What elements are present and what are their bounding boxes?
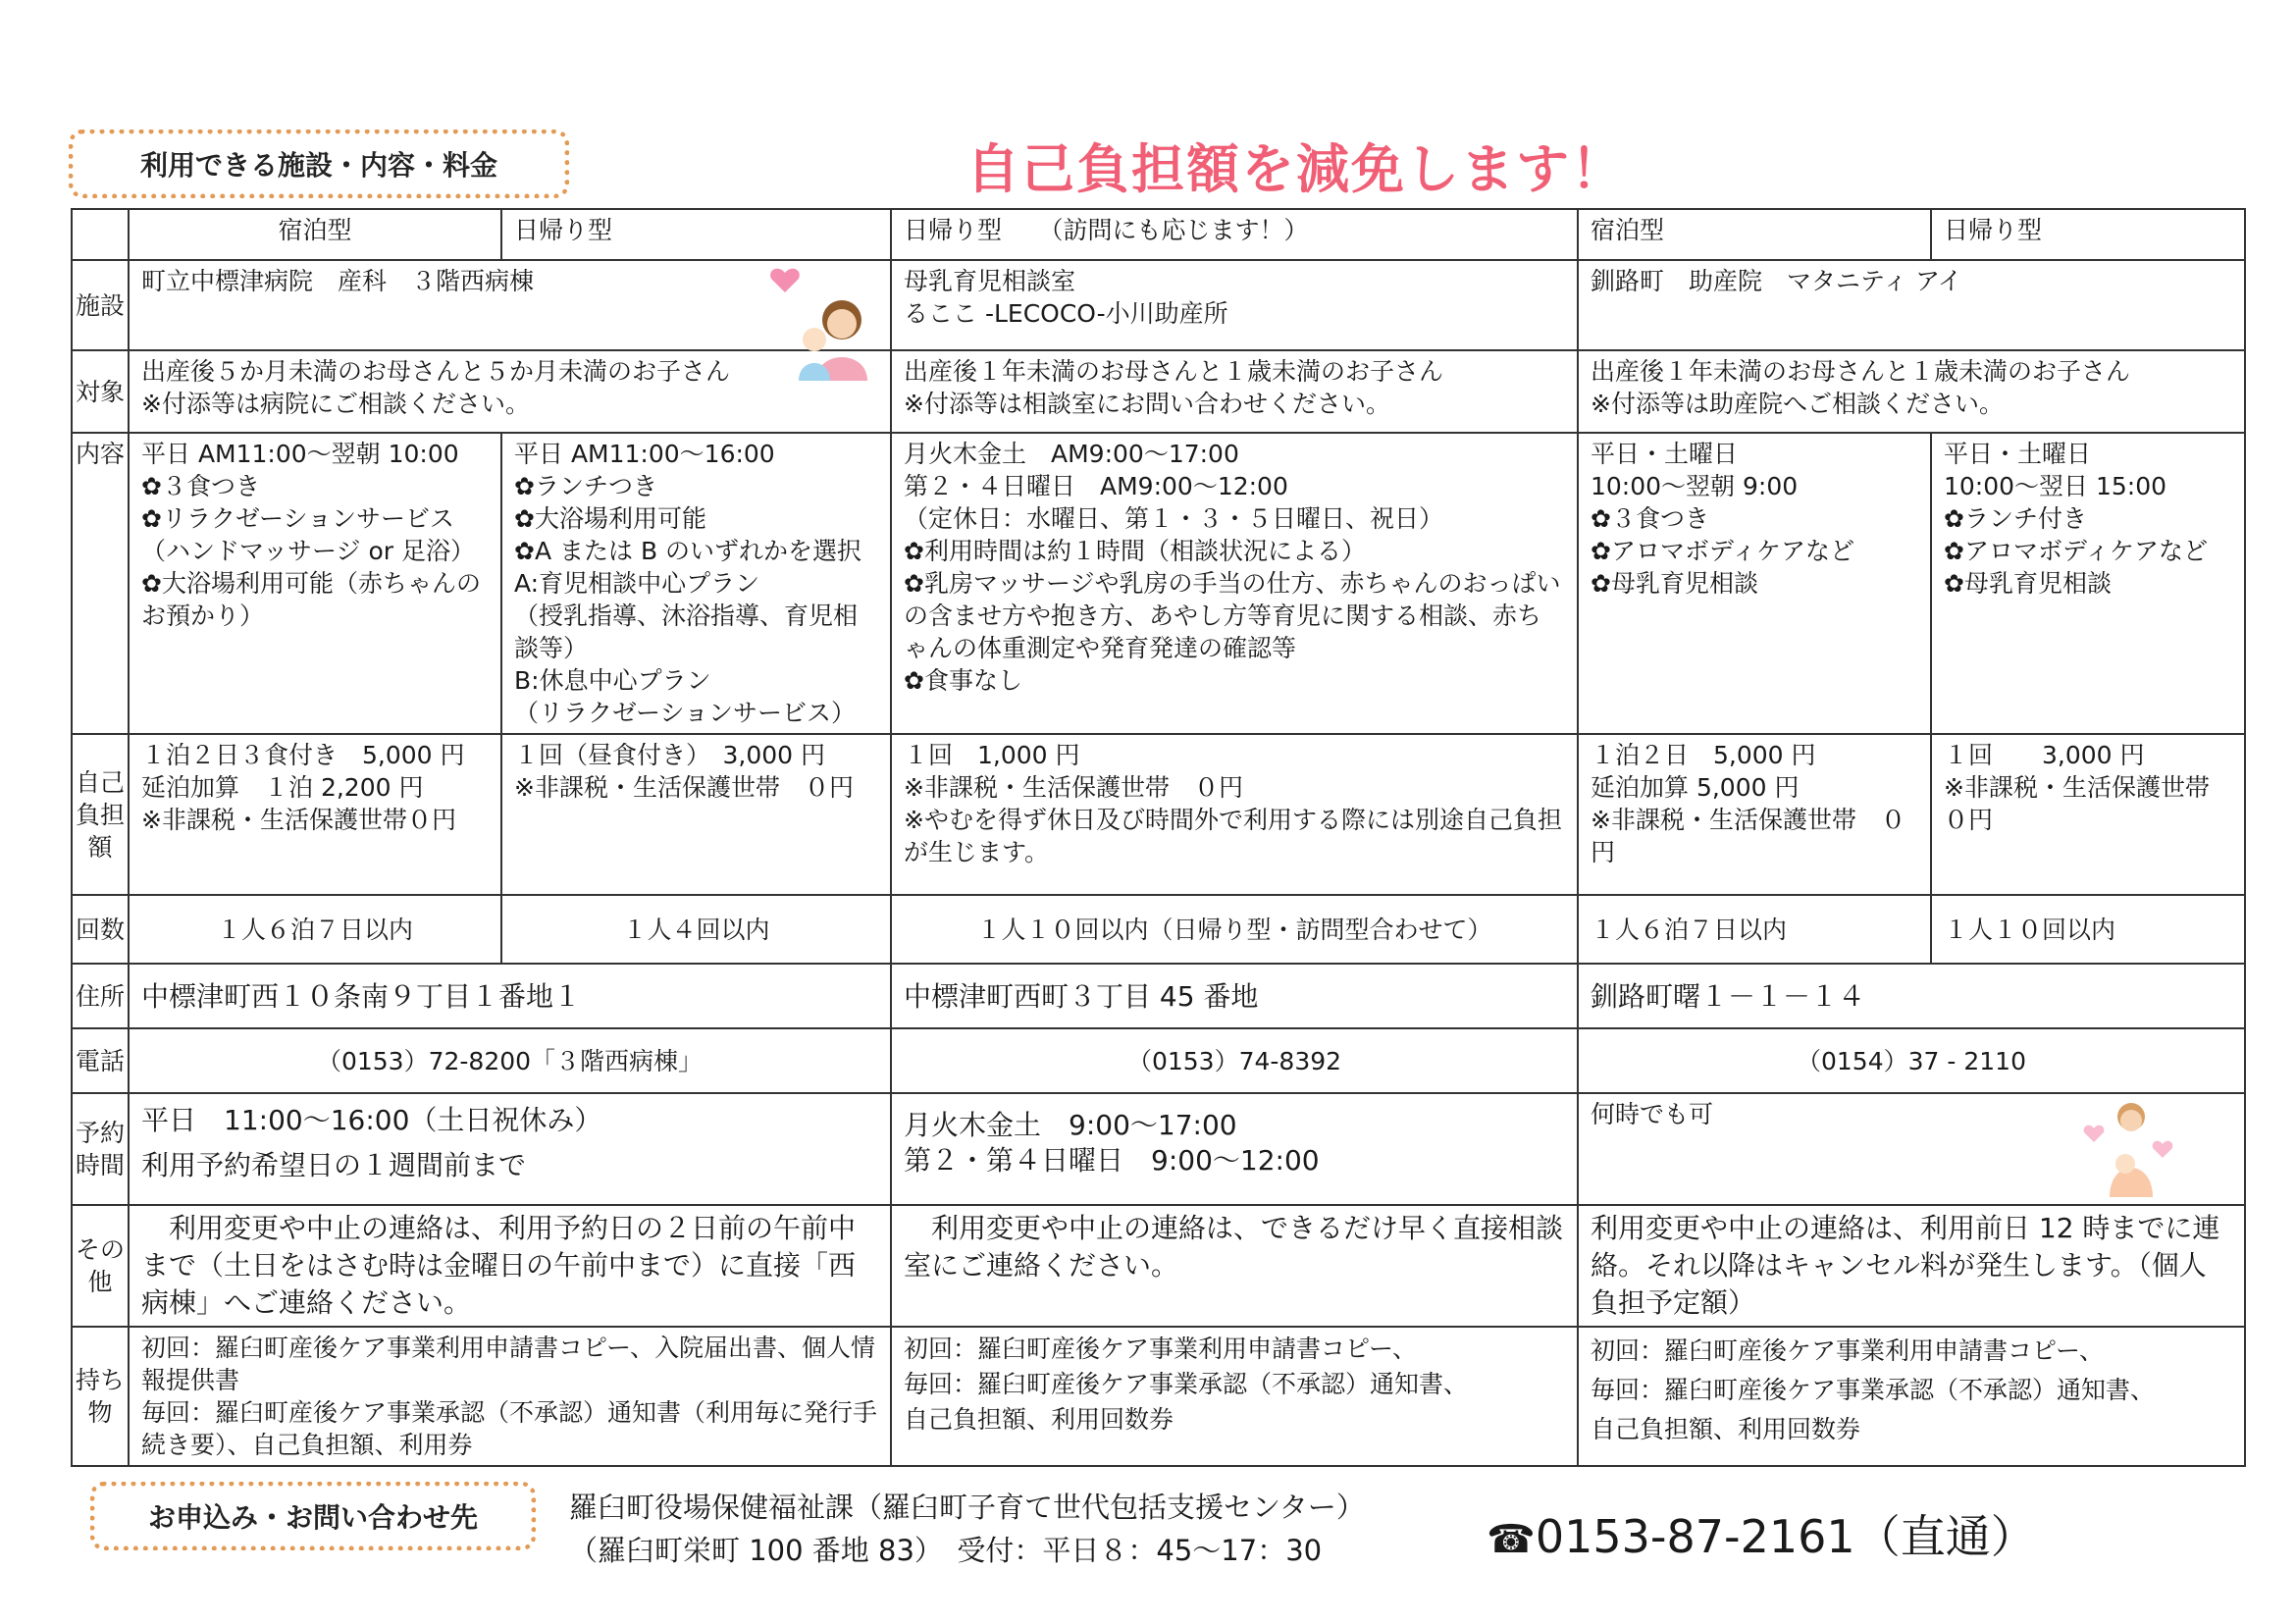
row-label-phone: 電話 (72, 1028, 129, 1093)
address-hospital: 中標津町西１０条南９丁目１番地１ (129, 964, 891, 1028)
cost-hospital-stay: １泊２日３食付き 5,000 円 延泊加算 １泊 2,200 円 ※非課税・生活保護世帯０円 (129, 734, 501, 895)
content-hospital-stay: 平日 AM11:00～翌朝 10:00 ✿３食つき ✿リラクゼーションサービス （ハンドマッサージ or 足浴） ✿大浴場利用可能（赤ちゃんの お預かり） (129, 433, 501, 734)
count-hospital-stay: １人６泊７日以内 (129, 895, 501, 964)
row-label-target: 対象 (72, 350, 129, 433)
count-hospital-day: １人４回以内 (501, 895, 891, 964)
other-maternity: 利用変更や中止の連絡は、利用前日 12 時までに連絡。それ以降はキャンセル料が発生します。（個人負担予定額） (1578, 1205, 2245, 1327)
facility-lecoco: 母乳育児相談室 るここ -LECOCO-小川助産所 (891, 260, 1578, 350)
row-label-cost: 自己負担額 (72, 734, 129, 895)
items-lecoco: 初回：羅臼町産後ケア事業利用申請書コピー、 毎回：羅臼町産後ケア事業承認（不承認）通知書、 自己負担額、利用回数券 (891, 1327, 1578, 1466)
header-day-lecoco: 日帰り型 （訪問にも応じます！） (891, 209, 1578, 260)
facility-maternity: 釧路町 助産院 マタニティ アイ (1578, 260, 2245, 350)
facility-hospital: 町立中標津病院 産科 ３階西病棟 (129, 260, 891, 350)
reservation-maternity: 何時でも可 (1578, 1093, 2245, 1205)
row-label-items: 持ち物 (72, 1327, 129, 1466)
target-hospital: 出産後５か月未満のお母さんと５か月未満のお子さん ※付添等は病院にご相談ください。 (129, 350, 891, 433)
content-maternity-stay: 平日・土曜日 10:00～翌朝 9:00 ✿３食つき ✿アロマボディケアなど ✿母乳育児相談 (1578, 433, 1931, 734)
phone-maternity: （0154）37 - 2110 (1578, 1028, 2245, 1093)
heart-icon (770, 269, 800, 292)
section-label-facilities: 利用できる施設・内容・料金 (69, 130, 569, 198)
other-hospital: 利用変更や中止の連絡は、利用予約日の２日前の午前中まで（土日をはさむ時は金曜日の午前中まで）に直接「西病棟」へご連絡ください。 (129, 1205, 891, 1327)
facilities-table (71, 208, 2246, 1467)
address-lecoco: 中標津町西町３丁目 45 番地 (891, 964, 1578, 1028)
items-maternity: 初回：羅臼町産後ケア事業利用申請書コピー、 毎回：羅臼町産後ケア事業承認（不承認）通知書、 自己負担額、利用回数券 (1578, 1327, 2245, 1466)
mother-baby-illustration (765, 263, 873, 381)
cost-hospital-day: １回（昼食付き） 3,000 円 ※非課税・生活保護世帯 ０円 (501, 734, 891, 895)
header-day-maternity: 日帰り型 (1931, 209, 2245, 260)
count-maternity-stay: １人６泊７日以内 (1578, 895, 1931, 964)
row-label-reservation: 予約時間 (72, 1093, 129, 1205)
table-row-reservation (72, 1093, 2245, 1205)
table-row-content (72, 433, 2245, 734)
address-maternity: 釧路町曙１－１－１４ (1578, 964, 2245, 1028)
cost-lecoco-day: １回 1,000 円 ※非課税・生活保護世帯 ０円 ※やむを得ず休日及び時間外で利用する際には別途自己負担が生じます。 (891, 734, 1578, 895)
contact-phone (1487, 1501, 2173, 1566)
table-row-count (72, 895, 2245, 964)
other-lecoco: 利用変更や中止の連絡は、できるだけ早く直接相談室にご連絡ください。 (891, 1205, 1578, 1327)
corner-cell (72, 209, 129, 260)
phone-hospital: （0153）72-8200「３階西病棟」 (129, 1028, 891, 1093)
header-stay-hospital: 宿泊型 (129, 209, 501, 260)
table-row-items (72, 1327, 2245, 1466)
reservation-hospital: 平日 11:00～16:00（土日祝休み） 利用予約希望日の１週間前まで (129, 1093, 891, 1205)
content-lecoco-day: 月火木金土 AM9:00～17:00 第２・４日曜日 AM9:00～12:00 （定休日：水曜日、第１・３・５日曜日、祝日） ✿利用時間は約１時間（相談状況による） ✿乳房マッサージや乳房の手当の仕方、赤ちゃんのおっぱいの含ませ方や抱き方、あやし方等育児に関する相談、赤ちゃんの体重測定や発育発達の確認等 ✿食事なし (891, 433, 1578, 734)
table-row-facility (72, 260, 2245, 350)
page-headline: 自己負担額を減免します！ (966, 138, 1626, 200)
items-hospital: 初回：羅臼町産後ケア事業利用申請書コピー、入院届出書、個人情報提供書 毎回：羅臼町産後ケア事業承認（不承認）通知書（利用毎に発行手続き要）、自己負担額、利用券 (129, 1327, 891, 1466)
content-maternity-day: 平日・土曜日 10:00～翌日 15:00 ✿ランチ付き ✿アロマボディケアなど ✿母乳育児相談 (1931, 433, 2245, 734)
content-hospital-day: 平日 AM11:00～16:00 ✿ランチつき ✿大浴場利用可能 ✿A または B のいずれかを選択 A:育児相談中心プラン （授乳指導、沐浴指導、育児相談等） B:休息中心プラン （リラクゼーションサービス） (501, 433, 891, 734)
cost-maternity-day: １回 3,000 円 ※非課税・生活保護世帯 ０円 (1931, 734, 2245, 895)
table-row-address (72, 964, 2245, 1028)
row-label-address: 住所 (72, 964, 129, 1028)
row-label-facility: 施設 (72, 260, 129, 350)
table-row-target (72, 350, 2245, 433)
row-label-content: 内容 (72, 433, 129, 734)
table-row-phone (72, 1028, 2245, 1093)
mother-baby-small-illustration (2080, 1089, 2178, 1197)
count-maternity-day: １人１０回以内 (1931, 895, 2245, 964)
count-lecoco-day: １人１０回以内（日帰り型・訪問型合わせて） (891, 895, 1578, 964)
header-day-hospital: 日帰り型 (501, 209, 891, 260)
row-label-other: その他 (72, 1205, 129, 1327)
telephone-icon: ☎ (1487, 1517, 1536, 1562)
cost-maternity-stay: １泊２日 5,000 円 延泊加算 5,000 円 ※非課税・生活保護世帯 ０円 (1578, 734, 1931, 895)
section-label-contact: お申込み・お問い合わせ先 (90, 1482, 536, 1550)
target-lecoco: 出産後１年未満のお母さんと１歳未満のお子さん ※付添等は相談室にお問い合わせください。 (891, 350, 1578, 433)
contact-phone-number: 0153-87-2161（直通） (1535, 1510, 2036, 1563)
reservation-lecoco: 月火木金土 9:00～17:00 第２・第４日曜日 9:00～12:00 (891, 1093, 1578, 1205)
phone-lecoco: （0153）74-8392 (891, 1028, 1578, 1093)
contact-office: 羅臼町役場保健福祉課（羅臼町子育て世代包括支援センター） （羅臼町栄町 100 番地 83） 受付：平日８：45～17：30 (569, 1491, 1365, 1567)
table-row-cost (72, 734, 2245, 895)
row-label-count: 回数 (72, 895, 129, 964)
table-row-header (72, 209, 2245, 260)
heart-icon (2084, 1126, 2105, 1142)
target-maternity: 出産後１年未満のお母さんと１歳未満のお子さん ※付添等は助産院へご相談ください。 (1578, 350, 2245, 433)
header-stay-maternity: 宿泊型 (1578, 209, 1931, 260)
table-row-other (72, 1205, 2245, 1327)
